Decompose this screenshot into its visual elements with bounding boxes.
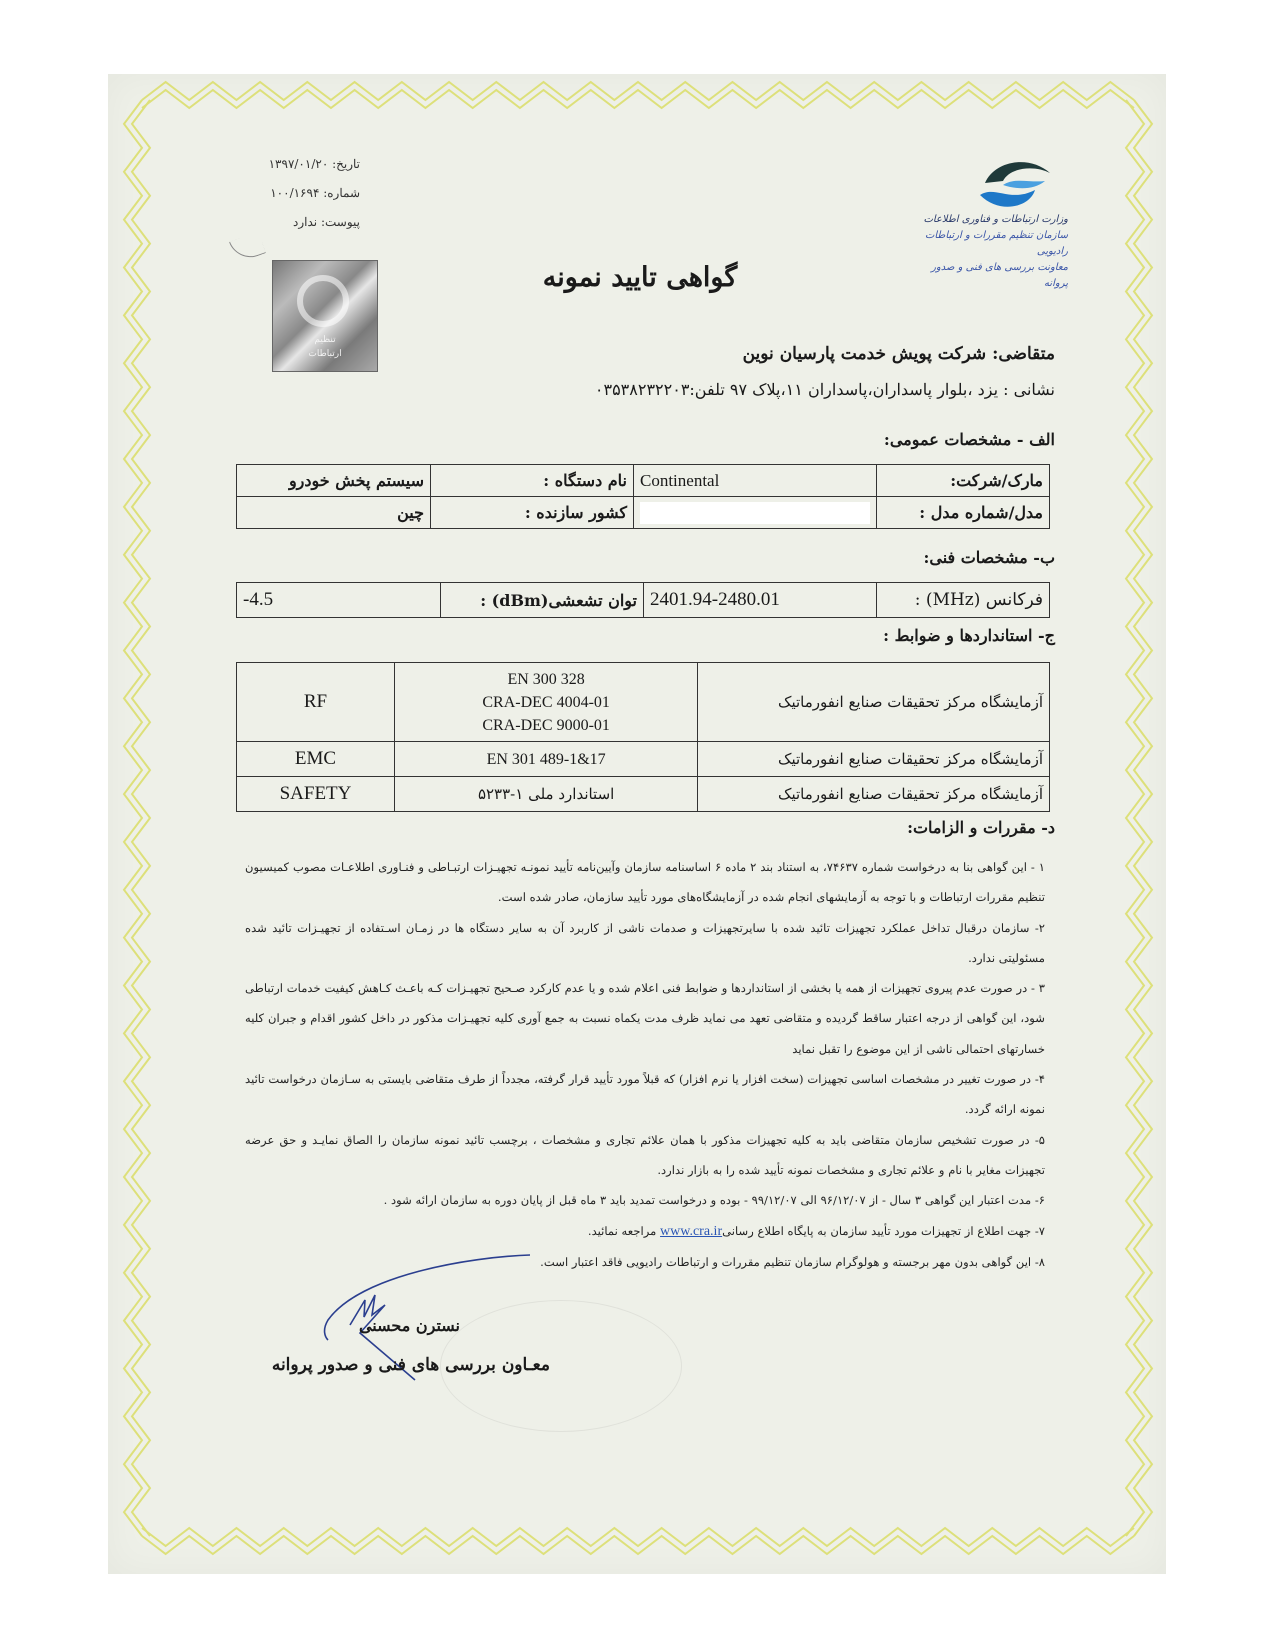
attachment-line: پیوست: ندارد bbox=[293, 215, 360, 229]
standards-cell bbox=[394, 663, 697, 742]
standard-item: EN 300 328 bbox=[507, 670, 585, 688]
requirement-7-suffix: مراجعه نمائید. bbox=[587, 1223, 661, 1238]
table-row bbox=[237, 465, 1050, 497]
general-specs-table bbox=[236, 464, 1050, 529]
applicant: متقاضی: شرکت پویش خدمت پارسیان نوین bbox=[742, 344, 1055, 364]
requirement-item: ۴- در صورت تغییر در مشخصات اساسی تجهیزات (سخت افزار یا نرم افزار) که قبلاً مورد تأیید قرار گرفته، مجدداً از طرف متقاضی بایستی به سـازمان درخواست تائید نمونه ارائه گردد. bbox=[245, 1072, 1045, 1117]
section-a-heading: الف - مشخصات عمومی: bbox=[883, 430, 1055, 449]
requirement-item: ۶- مدت اعتبار این گواهی ۳ سال - از ۹۶/۱۲/۰۷ الی ۹۹/۱۲/۰۷ - بوده و درخواست تمدید باید ۳ ماه قبل از پایان دوره به سازمان ارائه شود . bbox=[383, 1193, 1045, 1208]
address: نشانی : یزد ،بلوار پاسداران،پاسداران ۱۱،پلاک ۹۷ تلفن:۰۳۵۳۸۲۳۲۲۰۳ bbox=[594, 380, 1055, 399]
standard-item: CRA-DEC 9000-01 bbox=[482, 716, 610, 734]
requirement-item: ۳ - در صورت عدم پیروی تجهیزات از همه یا بخشی از استانداردها و ضوابط فنی اعلام شده و یا عدم کارکرد صـحیح تجهیـزات کـه باعـث کـاهش کیفیت خدمات ارتباطی شود، این گواهی از درجه اعتبار ساقط گردیده و متقاضی تعهد می نماید ظرف مدت یکماه نسبت به جمع آوری کلیه تجهیـزات مذکور در داخل کشور اقدام و جبران کلیه خسارتهای احتمالی ناشی از این موضوع را تقبل نماید bbox=[245, 981, 1045, 1056]
requirements-list bbox=[245, 852, 1045, 1277]
country-value: چین bbox=[237, 497, 431, 529]
brand-value: Continental bbox=[634, 465, 877, 497]
requirement-item: ۸- این گواهی بدون مهر برجسته و هولوگرام سازمان تنظیم مقررات و ارتباطات رادیویی فاقد اعتبار است. bbox=[540, 1254, 1045, 1269]
model-label: مدل/شماره مدل : bbox=[877, 497, 1050, 529]
model-value bbox=[634, 497, 877, 529]
section-c-heading: ج- استانداردها و ضوابط : bbox=[883, 626, 1055, 645]
logo-line-2: سازمان تنظیم مقررات و ارتباطات رادیویی bbox=[924, 230, 1068, 257]
table-row bbox=[237, 583, 1050, 618]
logo-line-3: معاونت بررسی های فنی و صدور پروانه bbox=[931, 262, 1068, 289]
hologram-text-2: ارتباطات bbox=[308, 349, 342, 359]
document-meta bbox=[240, 150, 360, 237]
device-name-label: نام دستگاه : bbox=[431, 465, 634, 497]
requirement-item: ۵- در صورت تشخیص سازمان متقاضی باید به کلیه تجهیزات مذکور با همان علائم تجاری و مشخصات ، برچسب تائید نمونه سازمان را الصاق نمایـد و حق عرضه تجهیزات مغایر با نام و علائم تجاری و مشخصات نمونه تأیید شده را به بازار ندارد. bbox=[245, 1132, 1045, 1177]
date-line: تاریخ: ۱۳۹۷/۰۱/۲۰ bbox=[268, 157, 360, 171]
ministry-name bbox=[918, 212, 1068, 292]
category-cell: SAFETY bbox=[237, 777, 395, 812]
hologram-emblem-icon bbox=[297, 275, 349, 327]
requirement-item bbox=[245, 1216, 1045, 1247]
cra-website-link[interactable]: www.cra.ir bbox=[660, 1223, 723, 1239]
power-value: -4.5 bbox=[237, 583, 441, 618]
section-b-heading: ب- مشخصات فنی: bbox=[923, 548, 1055, 567]
country-label: کشور سازنده : bbox=[431, 497, 634, 529]
logo-line-1: وزارت ارتباطات و فناوری اطلاعات bbox=[923, 214, 1068, 225]
table-row bbox=[237, 663, 1050, 742]
lab-name: آزمایشگاه مرکز تحقیقات صنایع انفورماتیک bbox=[698, 777, 1050, 812]
standard-item: استاندارد ملی ۱-۵۲۳۳ bbox=[394, 777, 697, 812]
lab-name: آزمایشگاه مرکز تحقیقات صنایع انفورماتیک bbox=[698, 742, 1050, 777]
requirement-item: ۲- سازمان درقبال تداخل عملکرد تجهیزات تائید شده با سایرتجهیزات و صدمات ناشی از کاربرد آن به سایر دستگاه ها در زمـان اسـتفاده از تجهیـزات تائید شده مسئولیتی ندارد. bbox=[245, 920, 1045, 965]
signatory-name: نسترن محسنی bbox=[358, 1316, 460, 1335]
standard-item: EN 301 489-1&17 bbox=[394, 742, 697, 777]
frequency-label: فرکانس (MHz) : bbox=[877, 583, 1050, 618]
signatory-title: معـاون بررسی های فنی و صدور پروانه bbox=[271, 1355, 550, 1375]
requirement-7-text: ۷- جهت اطلاع از تجهیزات مورد تأیید سازمان به پایگاه اطلاع رسانی bbox=[722, 1223, 1045, 1238]
brand-label: مارک/شرکت: bbox=[877, 465, 1050, 497]
standard-item: CRA-DEC 4004-01 bbox=[482, 693, 610, 711]
power-label: توان تشعشی(dBm) : bbox=[441, 583, 644, 618]
table-row bbox=[237, 742, 1050, 777]
table-row bbox=[237, 777, 1050, 812]
table-row bbox=[237, 497, 1050, 529]
hologram-sticker bbox=[272, 260, 378, 372]
hologram-text-1: تنظیم bbox=[314, 335, 336, 345]
number-line: شماره: ۱۰۰/۱۶۹۴ bbox=[270, 186, 360, 200]
frequency-value: 2401.94-2480.01 bbox=[644, 583, 877, 618]
technical-specs-table bbox=[236, 582, 1050, 618]
standards-table bbox=[236, 662, 1050, 812]
section-d-heading: د- مقررات و الزامات: bbox=[907, 818, 1055, 837]
lab-name: آزمایشگاه مرکز تحقیقات صنایع انفورماتیک bbox=[698, 663, 1050, 742]
requirement-item: ۱ - این گواهی بنا به درخواست شماره ۷۴۶۳۷، به استناد بند ۲ ماده ۶ اساسنامه سازمان وآیین‌نامه تأیید نمونـه تجهیـزات ارتبـاطی و فنـاوری اطلاعـات مصوب کمیسیون تنظیم مقررات ارتباطات و با توجه به آزمایشهای انجام شده در آزمایشگاه‌های مورد تأیید سازمان، صادر شده است. bbox=[245, 860, 1045, 905]
cra-wave-logo-icon bbox=[975, 155, 1055, 215]
certificate-title: گواهی تایید نمونه bbox=[542, 262, 738, 293]
category-cell: EMC bbox=[237, 742, 395, 777]
device-name-value: سیستم پخش خودرو bbox=[237, 465, 431, 497]
category-cell: RF bbox=[237, 663, 395, 742]
redacted-model bbox=[640, 502, 870, 524]
